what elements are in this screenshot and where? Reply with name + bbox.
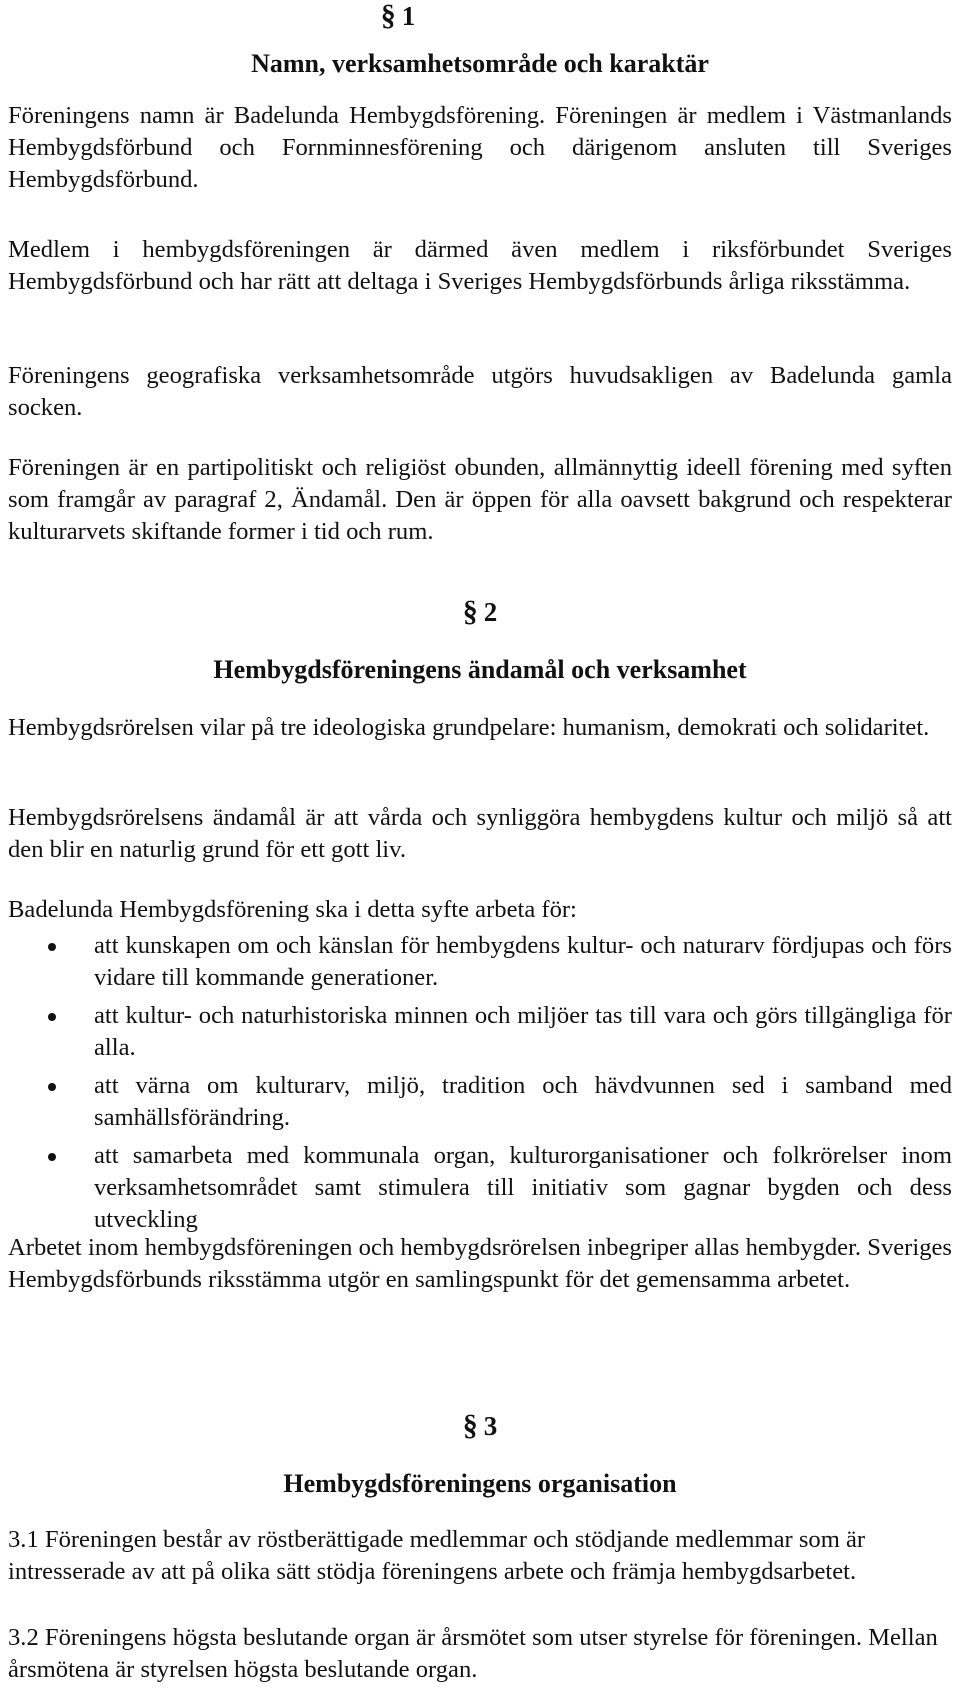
- bullet-item: att kunskapen om och känslan för hembygdens kultur- och naturarv fördjupas och förs vidare till kommande generationer.: [8, 930, 952, 994]
- section-2-bullet-list: [8, 930, 952, 1242]
- section-3-paragraph-1: 3.1 Föreningen består av röstberättigade medlemmar och stödjande medlemmar som är intresserade av att på olika sätt stödja föreningens arbete och främja hembygdsarbetet.: [8, 1526, 866, 1585]
- section-3-title: Hembygdsföreningens organisation: [283, 1469, 677, 1498]
- section-2-paragraph-1: Hembygdsrörelsen vilar på tre ideologiska grundpelare: humanism, demokrati och solidaritet.: [8, 714, 930, 741]
- section-3-number: § 3: [462, 1409, 498, 1442]
- bullet-icon: [48, 1083, 56, 1091]
- section-3-paragraph-2: 3.2 Föreningens högsta beslutande organ är årsmötet som utser styrelse för föreningen. Mellan årsmötena är styrelsen högsta beslutande organ.: [8, 1624, 938, 1683]
- section-1-paragraph-4: Föreningen är en partipolitiskt och religiöst obunden, allmännyttig ideell förening med syften som framgår av paragraf 2, Ändamål. Den är öppen för alla oavsett bakgrund och respekterar kulturarvets skiftande former i tid och rum.: [8, 454, 952, 545]
- section-1-paragraph-2: Medlem i hembygdsföreningen är därmed även medlem i riksförbundet Sveriges Hembygdsförbund och har rätt att deltaga i Sveriges Hembygdsförbunds årliga riksstämma.: [8, 236, 952, 295]
- section-2-paragraph-3: Badelunda Hembygdsförening ska i detta syfte arbeta för:: [8, 896, 577, 923]
- section-2-paragraph-4: Arbetet inom hembygdsföreningen och hembygdsrörelsen inbegriper allas hembygder. Sveriges Hembygdsförbunds riksstämma utgör en samlingspunkt för det gemensamma arbetet.: [8, 1234, 952, 1293]
- section-2-title: Hembygdsföreningens ändamål och verksamhet: [213, 655, 747, 684]
- section-1-paragraph-3: Föreningens geografiska verksamhetsområde utgörs huvudsakligen av Badelunda gamla socken.: [8, 362, 952, 421]
- section-1-paragraph-1: Föreningens namn är Badelunda Hembygdsförening. Föreningen är medlem i Västmanlands Hembygdsförbund och Fornminnesförening och därigenom ansluten till Sveriges Hembygdsförbund.: [8, 102, 952, 193]
- section-1-number: § 1: [380, 0, 416, 32]
- bullet-icon: [48, 943, 56, 951]
- bullet-item: att samarbeta med kommunala organ, kulturorganisationer och folkrörelser inom verksamhetsområdet samt stimulera till initiativ som gagnar bygden och dess utveckling: [8, 1140, 952, 1236]
- section-2-number: § 2: [462, 595, 498, 628]
- bullet-item: att värna om kulturarv, miljö, tradition och hävdvunnen sed i samband med samhällsförändring.: [8, 1070, 952, 1134]
- bullet-icon: [48, 1013, 56, 1021]
- bullet-icon: [48, 1153, 56, 1161]
- section-1-title: Namn, verksamhetsområde och karaktär: [251, 49, 709, 78]
- section-2-paragraph-2: Hembygdsrörelsens ändamål är att vårda och synliggöra hembygdens kultur och miljö så att den blir en naturlig grund för ett gott liv.: [8, 804, 952, 863]
- bullet-item: att kultur- och naturhistoriska minnen och miljöer tas till vara och görs tillgängliga för alla.: [8, 1000, 952, 1064]
